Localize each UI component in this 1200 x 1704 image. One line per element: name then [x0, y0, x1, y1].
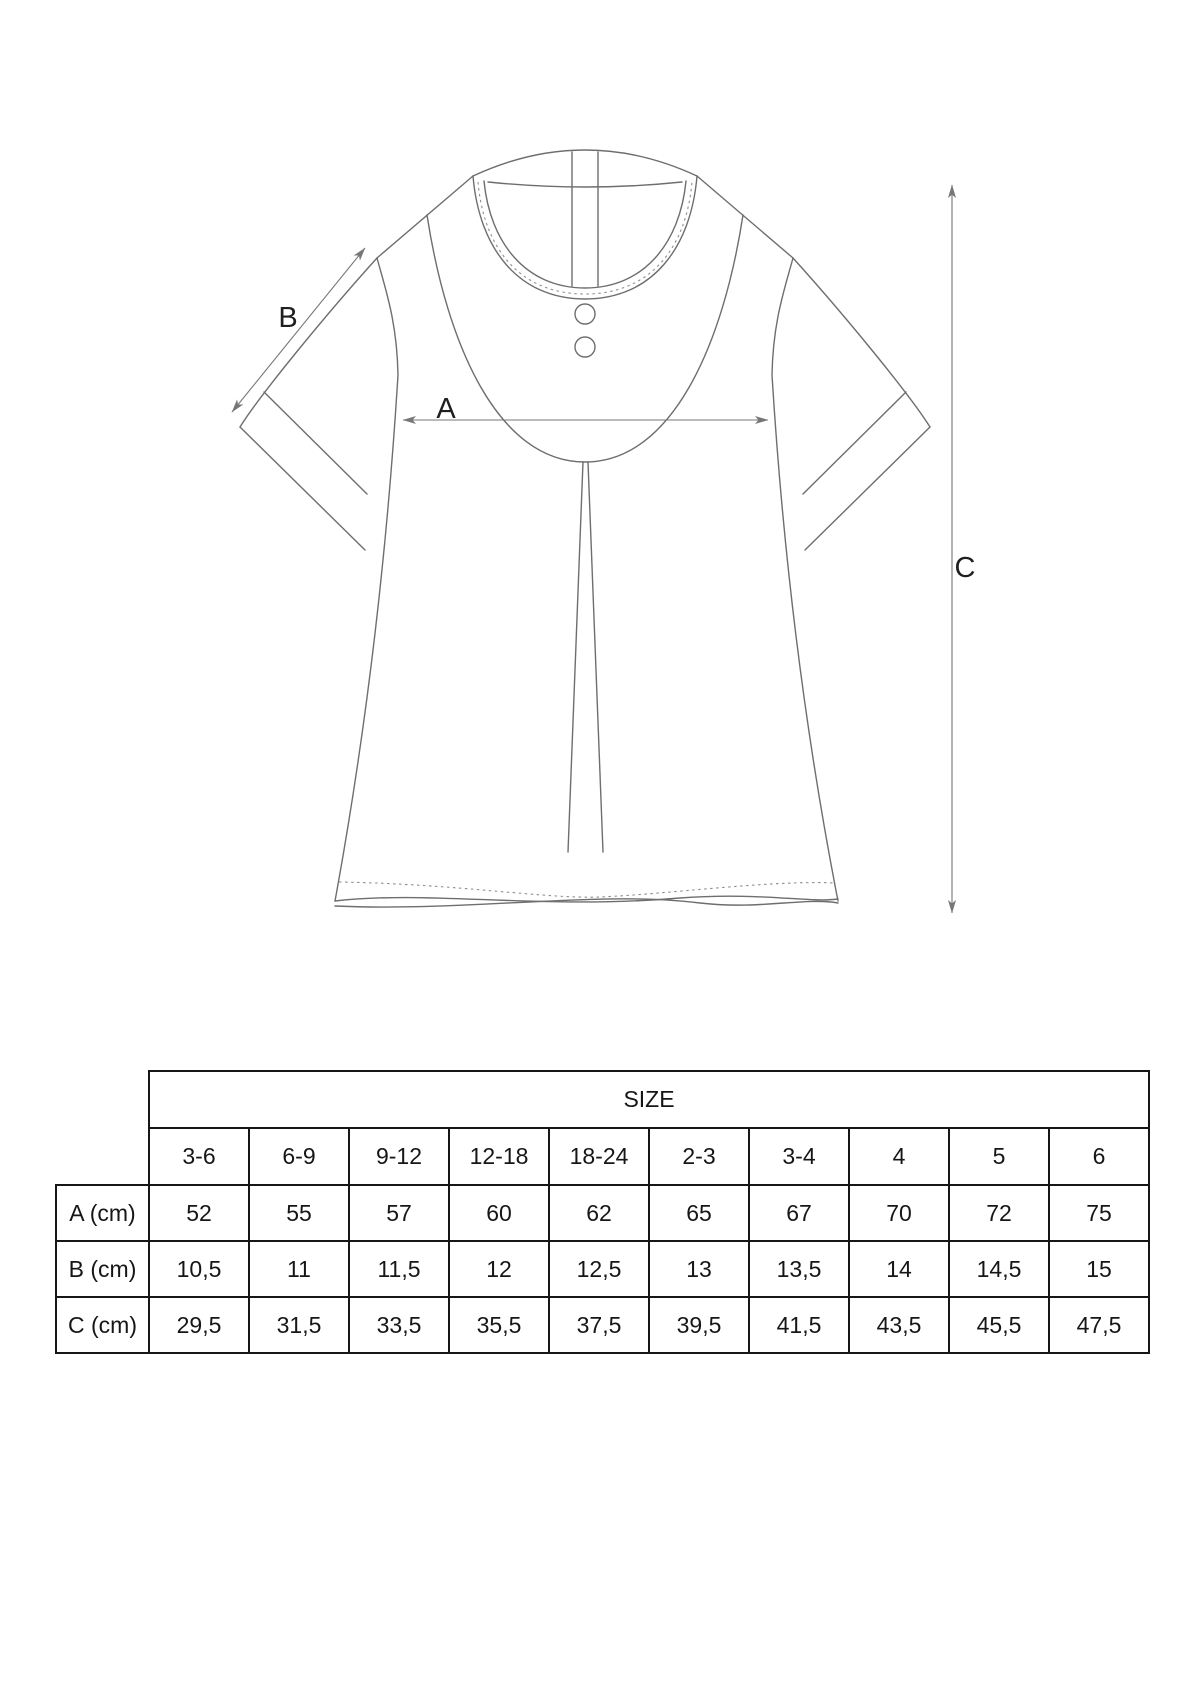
side-seam-left-path: [335, 258, 398, 901]
size-name-cell: 9-12: [349, 1128, 449, 1185]
dim-label-a: A: [436, 393, 456, 425]
table-corner-spacer: [56, 1128, 149, 1185]
row-label-cell: A (cm): [56, 1185, 149, 1241]
value-cell: 43,5: [849, 1297, 949, 1353]
size-name-cell: 6: [1049, 1128, 1149, 1185]
value-cell: 33,5: [349, 1297, 449, 1353]
size-name-cell: 4: [849, 1128, 949, 1185]
size-name-cell: 12-18: [449, 1128, 549, 1185]
dim-label-b: B: [278, 302, 298, 334]
button-top: [575, 304, 595, 324]
button-bottom: [575, 337, 595, 357]
sleeve-cuff-fold-right-path: [803, 392, 906, 494]
size-name-cell: 3-4: [749, 1128, 849, 1185]
value-cell: 13,5: [749, 1241, 849, 1297]
value-cell: 14,5: [949, 1241, 1049, 1297]
bib-buttons: [575, 304, 595, 357]
value-cell: 41,5: [749, 1297, 849, 1353]
dim-arrow-b: [232, 248, 365, 412]
neckband-outer-path: [473, 176, 697, 299]
value-cell: 62: [549, 1185, 649, 1241]
size-name-cell: 5: [949, 1128, 1049, 1185]
value-cell: 75: [1049, 1185, 1149, 1241]
table-row-measure-c: [56, 1297, 1149, 1353]
side-seam-right-path: [772, 258, 838, 901]
value-cell: 39,5: [649, 1297, 749, 1353]
value-cell: 35,5: [449, 1297, 549, 1353]
value-cell: 65: [649, 1185, 749, 1241]
table-row-size-names: [56, 1128, 1149, 1185]
size-header-cell: SIZE: [149, 1071, 1149, 1128]
value-cell: 55: [249, 1185, 349, 1241]
pleat-right-path: [588, 462, 603, 852]
value-cell: 52: [149, 1185, 249, 1241]
value-cell: 72: [949, 1185, 1049, 1241]
sleeve-top-left-path: [240, 258, 377, 427]
value-cell: 47,5: [1049, 1297, 1149, 1353]
back-collar-top-path: [473, 150, 697, 176]
size-name-cell: 3-6: [149, 1128, 249, 1185]
value-cell: 70: [849, 1185, 949, 1241]
sleeve-hem-right-path: [805, 427, 930, 550]
value-cell: 11: [249, 1241, 349, 1297]
value-cell: 67: [749, 1185, 849, 1241]
value-cell: 15: [1049, 1241, 1149, 1297]
garment-outline: [240, 150, 930, 907]
table-row-measure-b: [56, 1241, 1149, 1297]
value-cell: 45,5: [949, 1297, 1049, 1353]
value-cell: 60: [449, 1185, 549, 1241]
value-cell: 31,5: [249, 1297, 349, 1353]
sleeve-top-right-path: [793, 258, 930, 427]
value-cell: 57: [349, 1185, 449, 1241]
table-corner-spacer: [56, 1071, 149, 1128]
row-label-cell: B (cm): [56, 1241, 149, 1297]
value-cell: 12: [449, 1241, 549, 1297]
sleeve-cuff-fold-left-path: [264, 392, 367, 494]
neck-stitch-path: [478, 182, 692, 294]
shoulder-seam-left-path: [377, 176, 473, 258]
row-label-cell: C (cm): [56, 1297, 149, 1353]
size-name-cell: 6-9: [249, 1128, 349, 1185]
sleeve-hem-left-path: [240, 427, 365, 550]
shoulder-seam-right-path: [697, 176, 793, 258]
value-cell: 12,5: [549, 1241, 649, 1297]
pleat-left-path: [568, 462, 583, 852]
table-row-size-header: [56, 1071, 1149, 1128]
size-name-cell: 2-3: [649, 1128, 749, 1185]
value-cell: 10,5: [149, 1241, 249, 1297]
value-cell: 14: [849, 1241, 949, 1297]
table-row-measure-a: [56, 1185, 1149, 1241]
neckband-inner-path: [484, 181, 686, 288]
hem-stitch-path: [339, 882, 835, 897]
value-cell: 13: [649, 1241, 749, 1297]
value-cell: 37,5: [549, 1297, 649, 1353]
value-cell: 29,5: [149, 1297, 249, 1353]
back-neckband-path: [488, 182, 682, 187]
value-cell: 11,5: [349, 1241, 449, 1297]
dim-label-c: C: [954, 552, 976, 584]
size-name-cell: 18-24: [549, 1128, 649, 1185]
topstitching: [339, 182, 835, 897]
hem-edge-underlap-path: [335, 899, 838, 907]
size-table: [55, 1070, 1150, 1354]
